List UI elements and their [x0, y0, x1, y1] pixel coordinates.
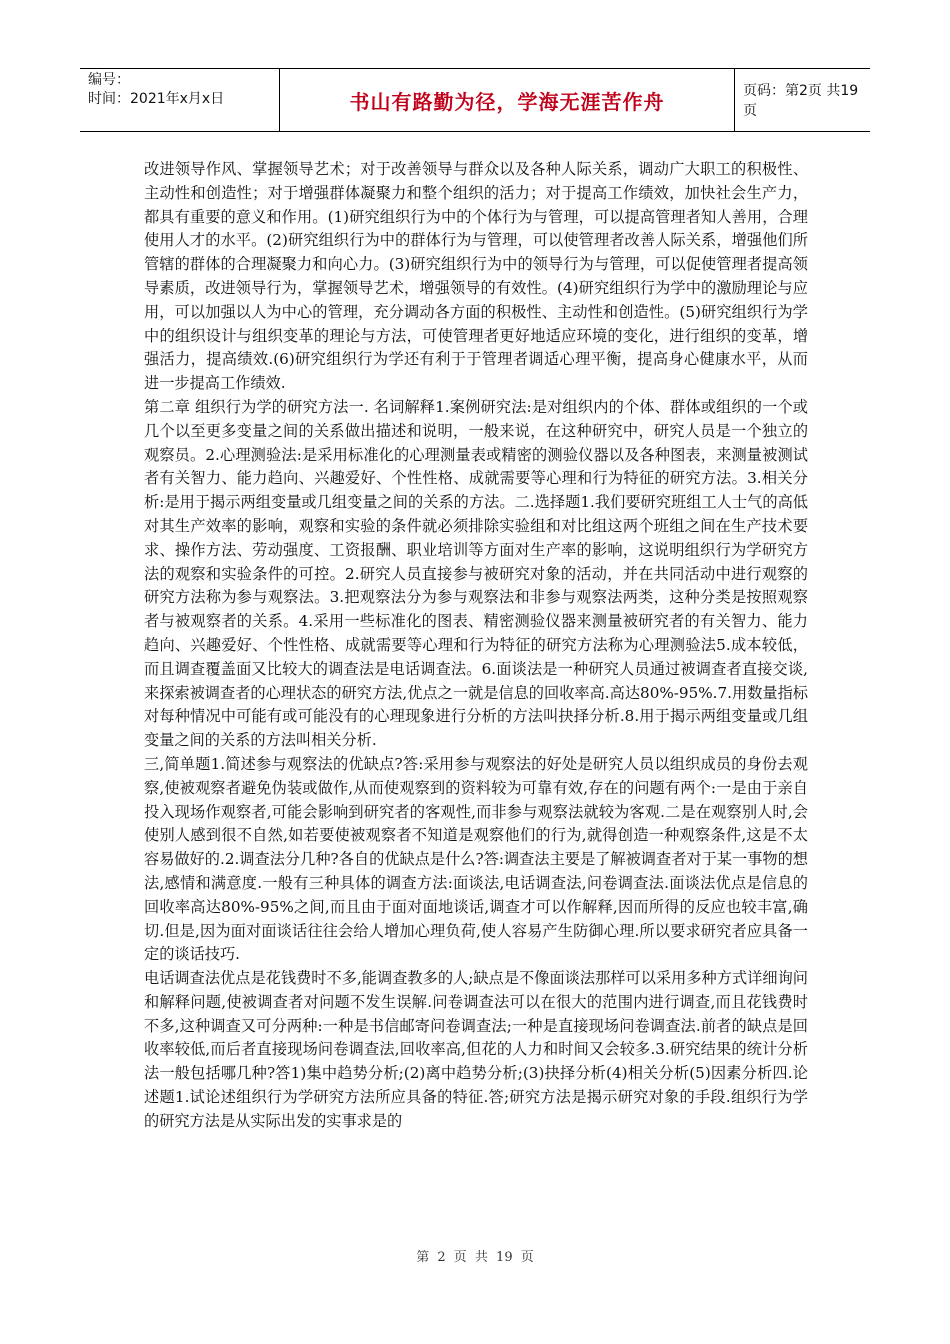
document-time: 时间：2021年x月x日 [88, 91, 225, 107]
header-motto: 书山有路勤为径，学海无涯苦作舟 [280, 69, 735, 131]
paragraph: 三,简单题1.简述参与观察法的优缺点?答:采用参与观察法的好处是研究人员以组织成员的身份去观察,使被观察者避免伪装或做作,从而使观察到的资料较为可靠有效,存在的问题有两个:一是由于亲自投入现场作观察者,可能会影响到研究者的客观性,而非参与观察法就较为客观.二是在观察别人时,会使别人感到很不自然,如若要使被观察者不知道是观察他们的行为,就得创造一种观察条件,这是不太容易做好的.2.调查法分几种?各自的优缺点是什么?答:调查法主要是了解被调查者对于某一事物的想法,感情和满意度.一般有三种具体的调查方法:面谈法,电话调查法,问卷调查法.面谈法优点是信息的回收率高达80%-95%之间,而且由于面对面地谈话,调查才可以作解释,因而所得的反应也较丰富,确切.但是,因为面对面谈话往往会给人增加心理负荷,使人容易产生防御心理.所以要求研究者应具备一定的谈话技巧. [144, 754, 808, 964]
header-page-info: 页码：第2页 共19页 [743, 83, 859, 119]
page-header [80, 68, 870, 132]
document-body [144, 158, 808, 1134]
document-number: 编号： [88, 72, 130, 88]
paragraph: 改进领导作风、掌握领导艺术；对于改善领导与群众以及各种人际关系，调动广大职工的积极性、主动性和创造性；对于增强群体凝聚力和整个组织的活力；对于提高工作绩效，加快社会生产力，都具有重要的意义和作用。(1)研究组织行为中的个体行为与管理，可以提高管理者知人善用，合理使用人才的水平。(2)研究组织行为中的群体行为与管理，可以使管理者改善人际关系，增强他们所管辖的群体的合理凝聚力和向心力。(3)研究组织行为中的领导行为与管理，可以促使管理者提高领导素质，改进领导行为，掌握领导艺术，增强领导的有效性。(4)研究组织行为学中的激励理论与应用，可以加强以人为中心的管理，充分调动各方面的积极性、主动性和创造性。(5)研究组织行为学中的组织设计与组织变革的理论与方法，可使管理者更好地适应环境的变化，进行组织的变革，增强活力，提高绩效.(6)研究组织行为学还有利于于管理者调适心理平衡，提高身心健康水平，从而进一步提高工作绩效. [144, 160, 808, 393]
paragraph: 电话调查法优点是花钱费时不多,能调查教多的人;缺点是不像面谈法那样可以采用多种方式详细询问和解释问题,使被调查者对问题不发生误解.问卷调查法可以在很大的范围内进行调查,而且花钱费时不多,这种调查又可分两种:一种是书信邮寄问卷调查法;一种是直接现场问卷调查法.前者的缺点是回收率较低,而后者直接现场问卷调查法,回收率高,但花的人力和时间又会较多.3.研究结果的统计分析法一般包括哪几种?答1)集中趋势分析;(2)离中趋势分析;(3)抉择分析(4)相关分析(5)因素分析四.论述题1.试论述组织行为学研究方法所应具备的特征.答;研究方法是揭示研究对象的手段.组织行为学的研究方法是从实际出发的实事求是的 [144, 969, 808, 1130]
page-footer: 第 2 页 共 19 页 [416, 1250, 534, 1265]
header-meta [80, 69, 280, 131]
paragraph: 第二章 组织行为学的研究方法一. 名词解释1.案例研究法:是对组织内的个体、群体或组织的一个或几个以至更多变量之间的关系做出描述和说明，一般来说，在这种研究中，研究人员是一个独立的观察员。2.心理测验法:是采用标准化的心理测量表或精密的测验仪器以及各种图表，来测量被测试者有关智力、能力趋向、兴趣爱好、个性性格、成就需要等心理和行为特征的研究方法。3.相关分析:是用于揭示两组变量或几组变量之间的关系的方法。二.选择题1.我们要研究班组工人士气的高低对其生产效率的影响，观察和实验的条件就必须排除实验组和对比组这两个班组之间在生产技术要求、操作方法、劳动强度、工资报酬、职业培训等方面对生产率的影响，这说明组织行为学研究方法的观察和实验条件的可控。2.研究人员直接参与被研究对象的活动，并在共同活动中进行观察的研究方法称为参与观察法。3.把观察法分为参与观察法和非参与观察法两类，这种分类是按照观察者与被观察者的关系。4.采用一些标准化的图表、精密测验仪器来测量被研究者的有关智力、能力趋向、兴趣爱好、个性性格、成就需要等心理和行为特征的研究方法称为心理测验法5.成本较低，而且调查覆盖面又比较大的调查法是电话调查法。6.面谈法是一种研究人员通过被调查者直接交谈,来探索被调查者的心理状态的研究方法,优点之一就是信息的回收率高.高达80%-95%.7.用数量指标对每种情况中可能有或可能没有的心理现象进行分析的方法叫抉择分析.8.用于揭示两组变量或几组变量之间的关系的方法叫相关分析. [144, 397, 808, 750]
